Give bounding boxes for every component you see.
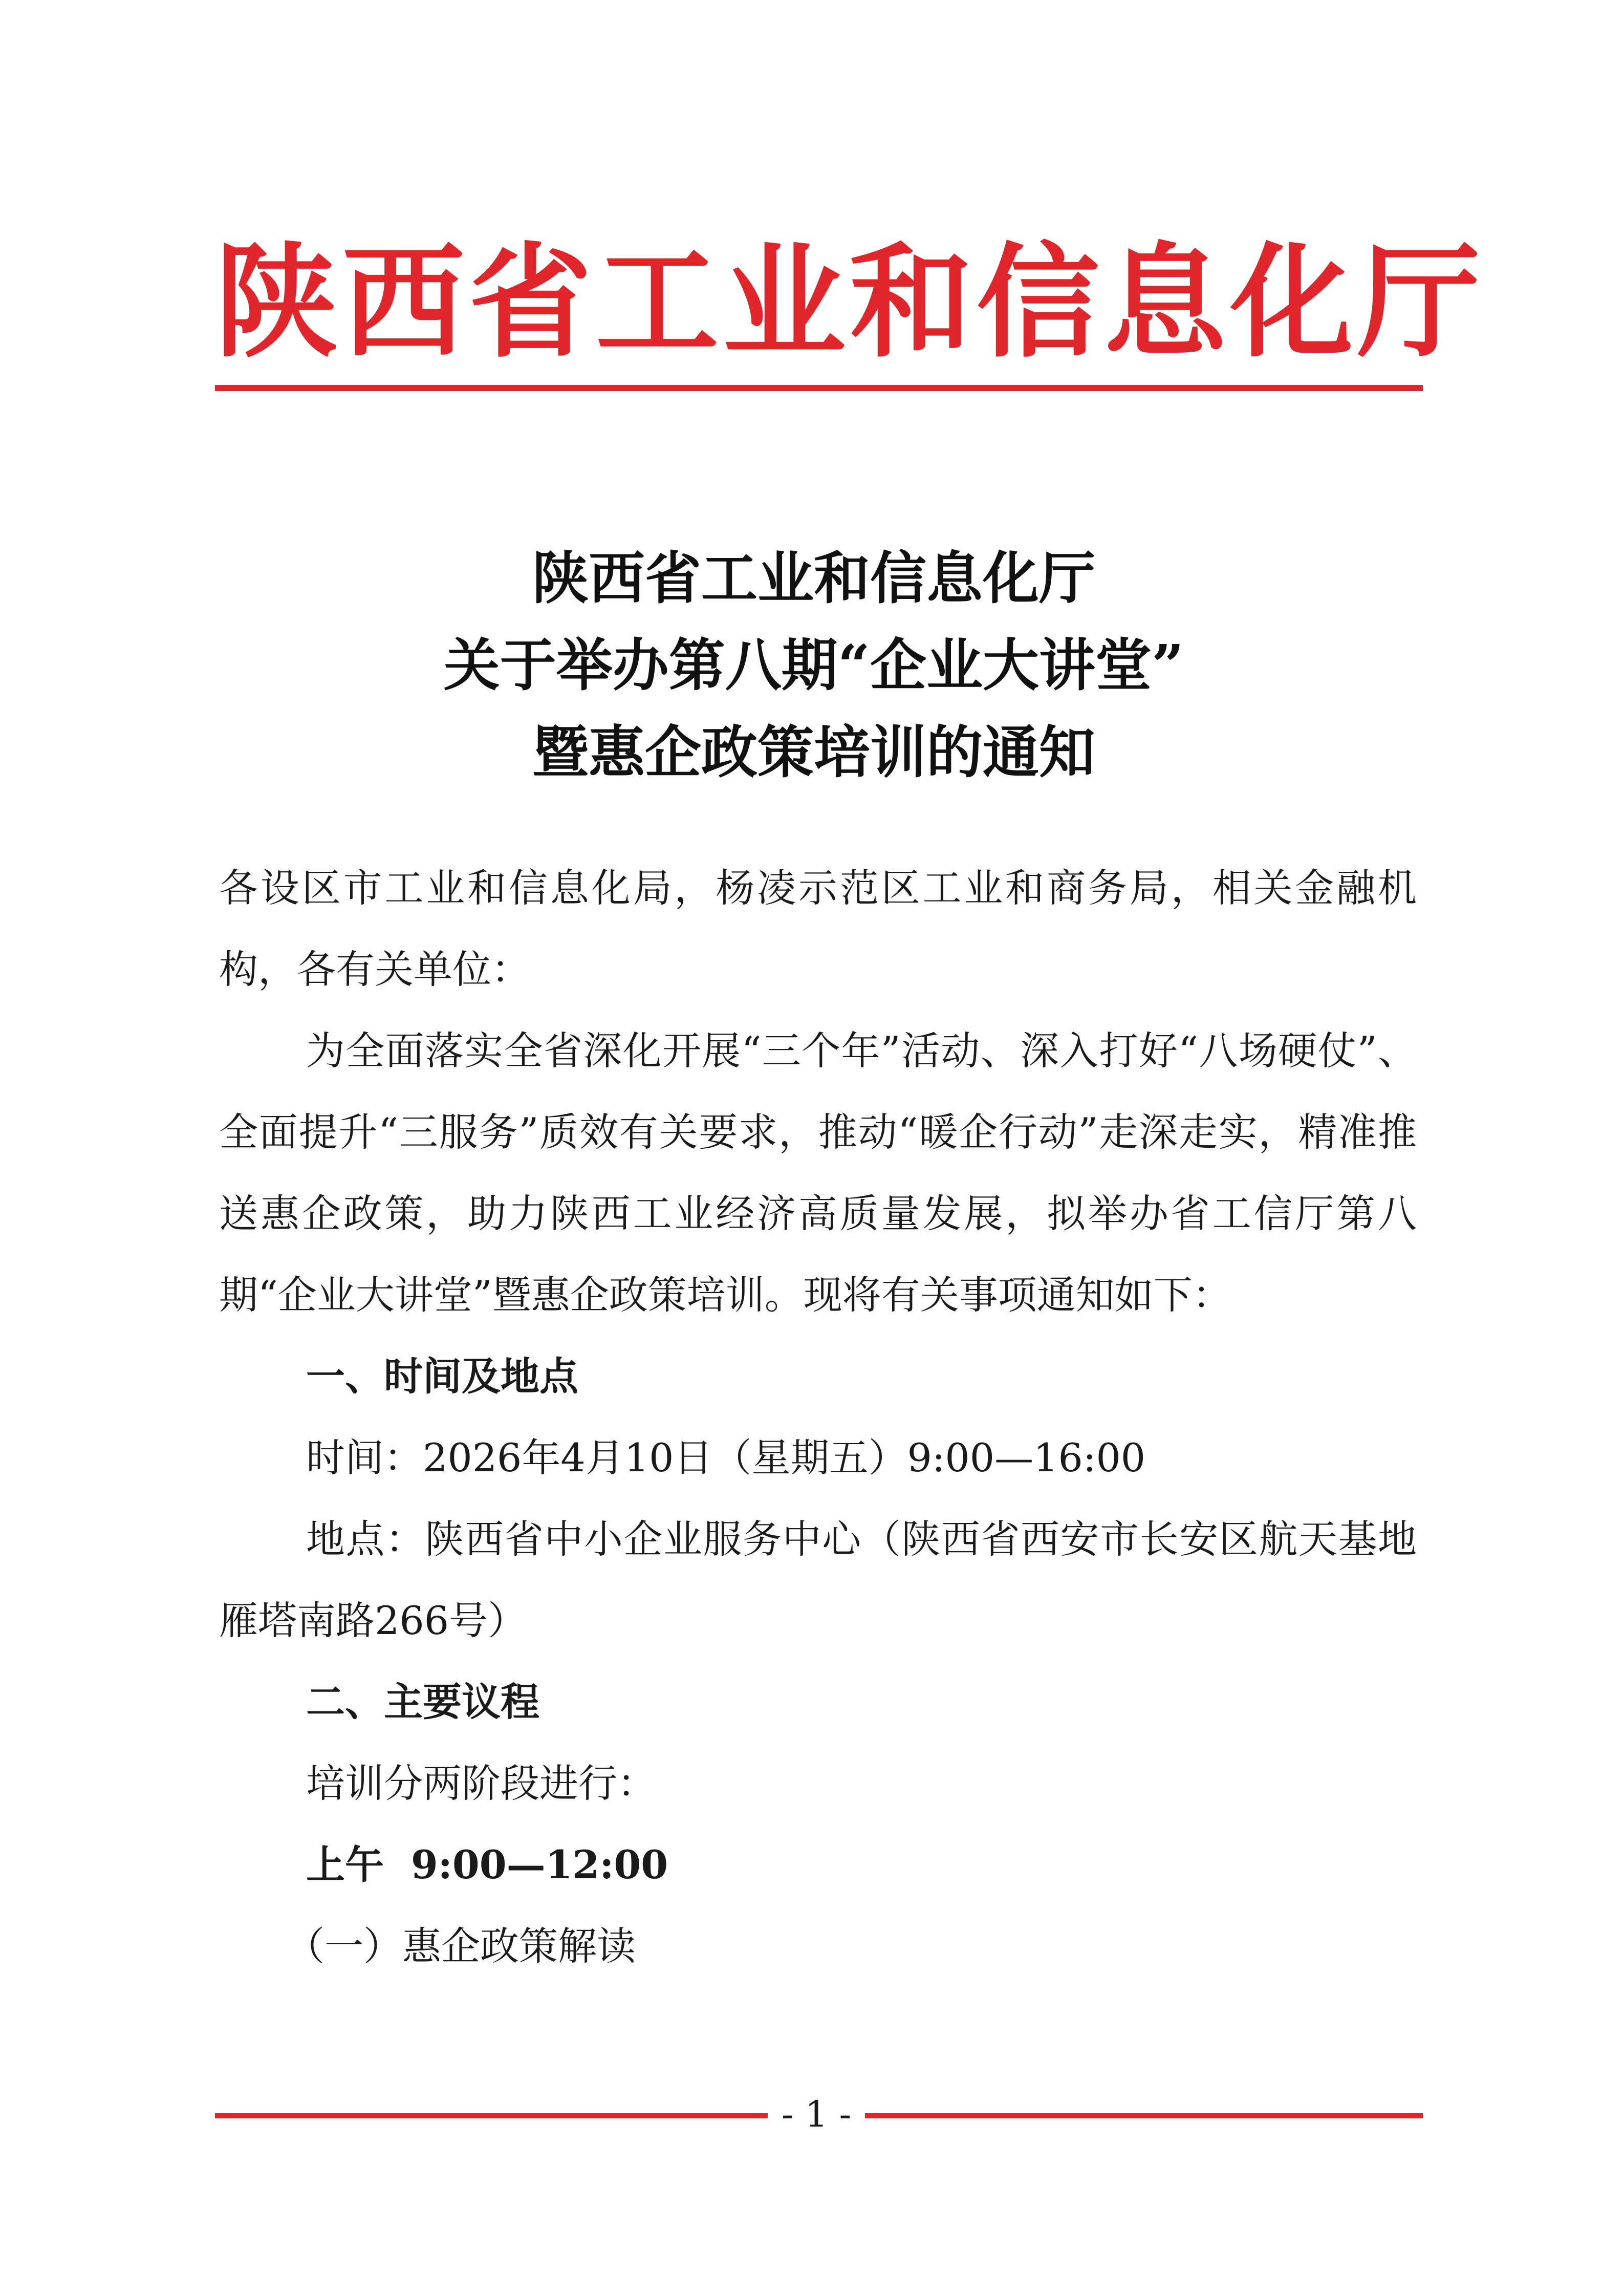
masthead-org-name: 陕西省工业和信息化厅 xyxy=(215,230,1485,374)
morning-session: 上午 9:00—12:00 xyxy=(306,1842,668,1887)
section-heading-agenda: 二、主要议程 xyxy=(306,1679,539,1725)
agenda-item-1: （一）惠企政策解读 xyxy=(286,1923,636,1969)
addressee: 各设区市工业和信息化局，杨凌示范区工业和商务局，相关金融机构，各有关单位： xyxy=(219,865,1417,992)
document-title-line-1: 陕西省工业和信息化厅 xyxy=(532,545,1095,611)
page-number: - 1 - xyxy=(781,2093,852,2135)
event-location: 地点：陕西省中小企业服务中心（陕西省西安市长安区航天基地雁塔南路266号） xyxy=(219,1516,1417,1643)
section-heading-time-location: 一、时间及地点 xyxy=(306,1354,578,1399)
document-title-line-2: 关于举办第八期“企业大讲堂” xyxy=(443,632,1184,698)
event-time: 时间：2026年4月10日（星期五）9:00—16:00 xyxy=(306,1435,1146,1480)
phases-intro: 培训分两阶段进行： xyxy=(306,1761,656,1806)
masthead-red-rule xyxy=(215,385,1423,391)
document-body xyxy=(219,847,1417,1987)
intro-paragraph: 为全面落实全省深化开展“三个年”活动、深入打好“八场硬仗”、全面提升“三服务”质效有关要求，推动“暖企行动”走深走实，精准推送惠企政策，助力陕西工业经济高质量发展，拟举办省工信厅第八期“企业大讲堂”暨惠企政策培训。现将有关事项通知如下： xyxy=(219,1028,1417,1318)
document-title-line-3: 暨惠企政策培训的通知 xyxy=(532,719,1095,785)
